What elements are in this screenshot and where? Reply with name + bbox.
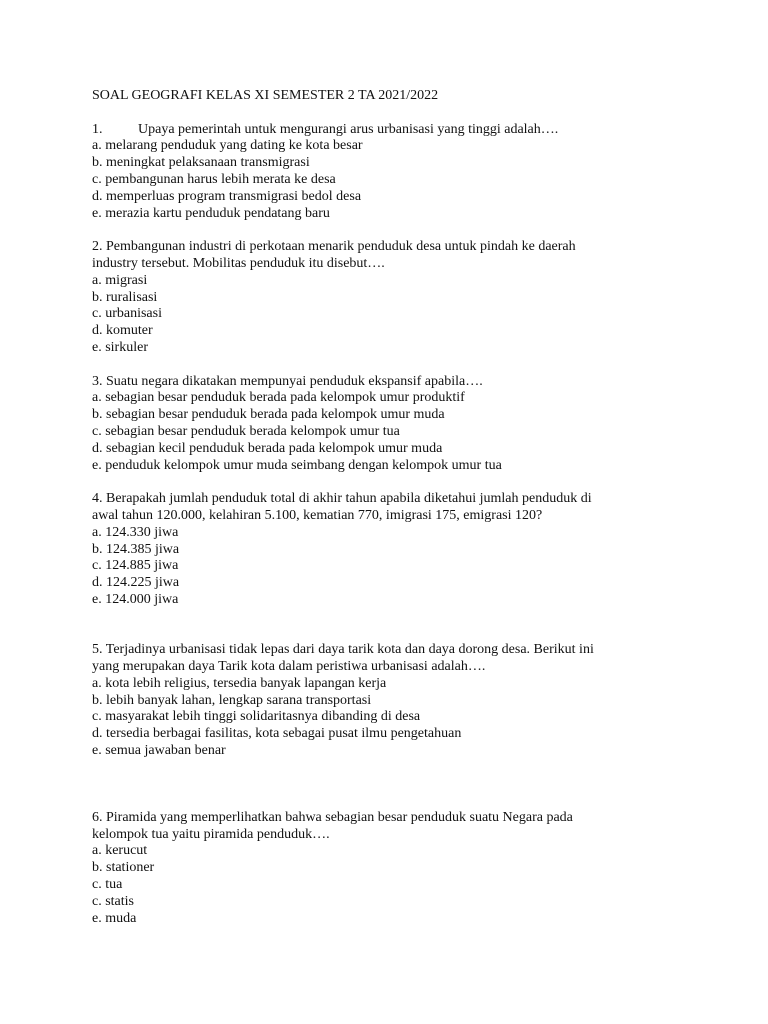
question-6 [92,810,672,928]
question-4 [92,491,672,609]
question-4-option-d: d. 124.225 jiwa [92,575,180,591]
question-3 [92,374,672,475]
question-6-option-b: b. stationer [92,860,155,876]
question-4-text-line-1: 4. Berapakah jumlah penduduk total di akhir tahun apabila diketahui jumlah penduduk di [92,491,592,507]
question-3-option-d: d. sebagian kecil penduduk berada pada kelompok umur muda [92,440,443,456]
question-6-text-line-2: kelompok tua yaitu piramida penduduk…. [92,826,330,842]
question-3-option-e: e. penduduk kelompok umur muda seimbang dengan kelompok umur tua [92,457,502,473]
question-1-option-e: e. merazia kartu penduduk pendatang baru [92,205,330,221]
document-title: SOAL GEOGRAFI KELAS XI SEMESTER 2 TA 2021/2022 [92,88,439,103]
question-6-option-a: a. kerucut [92,843,148,859]
question-3-option-a: a. sebagian besar penduduk berada pada kelompok umur produktif [92,390,465,406]
question-5-option-d: d. tersedia berbagai fasilitas, kota sebagai pusat ilmu pengetahuan [92,726,462,742]
question-1-option-a: a. melarang penduduk yang dating ke kota besar [92,138,363,154]
question-4-text-line-2: awal tahun 120.000, kelahiran 5.100, kematian 770, imigrasi 175, emigrasi 120? [92,507,543,523]
question-1-stem [92,122,672,139]
question-5-option-c: c. masyarakat lebih tinggi solidaritasnya dibanding di desa [92,709,421,725]
question-2 [92,239,672,357]
question-1-option-d: d. memperluas program transmigrasi bedol desa [92,188,362,204]
question-4-option-b: b. 124.385 jiwa [92,541,180,557]
question-1-number: 1. [92,121,103,137]
question-1-option-b: b. meningkat pelaksanaan transmigrasi [92,155,310,171]
question-2-option-d: d. komuter [92,323,153,339]
question-2-option-e: e. sirkuler [92,339,148,355]
question-4-option-a: a. 124.330 jiwa [92,524,179,540]
question-4-option-c: c. 124.885 jiwa [92,558,179,574]
question-1-text: Upaya pemerintah untuk mengurangi arus urbanisasi yang tinggi adalah…. [138,121,559,137]
question-5 [92,642,672,760]
question-3-option-c: c. sebagian besar penduduk berada kelompok umur tua [92,423,400,439]
question-2-option-a: a. migrasi [92,272,148,288]
question-4-option-e: e. 124.000 jiwa [92,591,179,607]
document-page [92,88,672,944]
question-2-option-b: b. ruralisasi [92,289,158,305]
question-6-text-line-1: 6. Piramida yang memperlihatkan bahwa sebagian besar penduduk suatu Negara pada [92,809,573,825]
question-3-text-line-1: 3. Suatu negara dikatakan mempunyai penduduk ekspansif apabila…. [92,373,483,389]
question-2-text-line-2: industry tersebut. Mobilitas penduduk itu disebut…. [92,255,385,271]
question-5-text-line-1: 5. Terjadinya urbanisasi tidak lepas dari daya tarik kota dan daya dorong desa. Berikut ini [92,642,594,658]
question-2-text-line-1: 2. Pembangunan industri di perkotaan menarik penduduk desa untuk pindah ke daerah [92,239,576,255]
question-6-option-c: c. tua [92,877,123,893]
question-5-option-a: a. kota lebih religius, tersedia banyak lapangan kerja [92,675,387,691]
question-3-option-b: b. sebagian besar penduduk berada pada kelompok umur muda [92,407,445,423]
question-5-option-b: b. lebih banyak lahan, lengkap sarana transportasi [92,692,372,708]
question-6-option-c-duplicate: c. statis [92,893,134,909]
question-5-option-e: e. semua jawaban benar [92,743,226,759]
question-1-option-c: c. pembangunan harus lebih merata ke desa [92,171,336,187]
question-2-option-c: c. urbanisasi [92,306,162,322]
question-6-option-e: e. muda [92,910,137,926]
question-1 [92,122,672,223]
question-5-text-line-2: yang merupakan daya Tarik kota dalam peristiwa urbanisasi adalah…. [92,659,486,675]
